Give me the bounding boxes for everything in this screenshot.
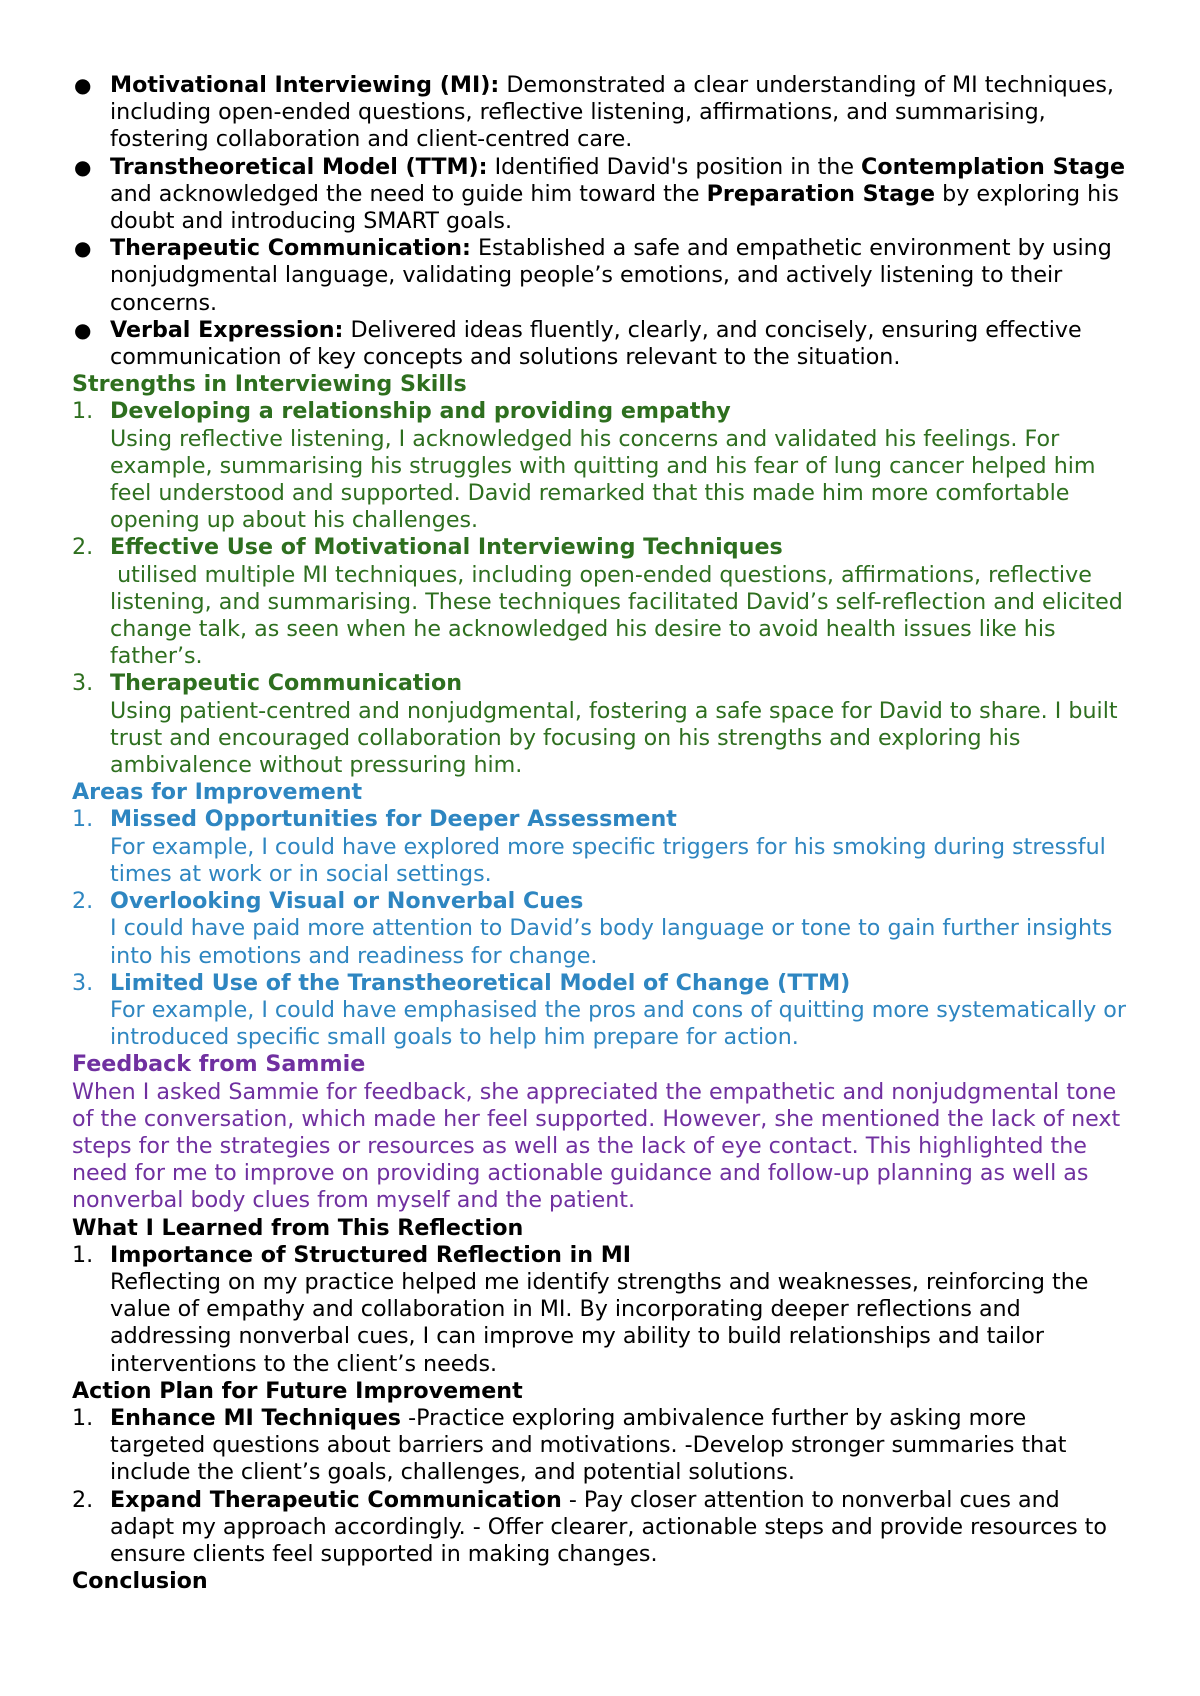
item-number: 2. [72,1486,94,1513]
item-number: 1. [72,1404,94,1431]
item-body: -Practice exploring ambivalence further by asking more targeted questions about barriers and motivations. -Develop stronger summaries that include the client’s goals, challenges, and potential solutions. [110,1404,1067,1486]
learned-heading: What I Learned from This Reflection [72,1214,524,1241]
bullet-term: Verbal Expression: [110,316,344,343]
item-body: For example, I could have explored more specific triggers for his smoking during stressful times at work or in social settings. [110,833,1106,887]
list-item [72,534,1128,670]
item-body: I could have paid more attention to David’s body language or tone to gain further insights into his emotions and readiness for change. [110,915,1113,969]
item-number: 1. [72,806,94,833]
skills-bullet-list [72,72,1128,371]
bullet-text: Delivered ideas fluently, clearly, and concisely, ensuring effective communication of key concepts and solutions relevant to the situation. [110,316,1082,371]
bullet-text: Established a safe and empathetic environment by using nonjudgmental language, validating people’s emotions, and actively listening to their concerns. [110,235,1112,316]
improvement-list [72,806,1128,1051]
list-item [72,1242,1128,1378]
bullet-text: and acknowledged the need to guide him toward the [110,180,707,207]
item-body: Using patient-centred and nonjudgmental, fostering a safe space for David to share. I built trust and encouraged collaboration by focusing on his strengths and exploring his ambivalence without pressuring him. [110,697,1118,779]
list-item [72,398,1128,534]
item-body: Using reflective listening, I acknowledged his concerns and validated his feelings. For example, summarising his struggles with quitting and his fear of lung cancer helped him feel understood and supported. David remarked that this made him more comfortable opening up about his challenges. [110,425,1096,534]
bullet-item-mi [72,72,1128,154]
item-body: Reflecting on my practice helped me identify strengths and weaknesses, reinforcing the value of empathy and collaboration in MI. By incorporating deeper reflections and addressing nonverbal cues, I can improve my ability to build relationships and tailor interventions to the client’s needs. [110,1268,1089,1377]
item-title: Limited Use of the Transtheoretical Model of Change (TTM) [110,969,851,996]
list-item [72,1487,1128,1569]
item-body: - Pay closer attention to nonverbal cues and adapt my approach accordingly. - Offer clearer, actionable steps and provide resources to ensure clients feel supported in making changes. [110,1486,1107,1567]
bullet-term: Therapeutic Communication: [110,235,471,262]
strengths-list [72,398,1128,779]
item-body: utilised multiple MI techniques, including open-ended questions, affirmations, reflective listening, and summarising. These techniques facilitated David’s self-reflection and elicited change talk, as seen when he acknowledged his desire to avoid health issues like his father’s. [110,561,1130,670]
item-title: Importance of Structured Reflection in MI [110,1241,632,1268]
bullet-item-therapeutic [72,235,1128,317]
feedback-paragraph: When I asked Sammie for feedback, she appreciated the empathetic and nonjudgmental tone of the conversation, which made her feel supported. However, she mentioned the lack of next steps for the strategies or resources as well as the lack of eye contact. This highlighted the need for me to improve on providing actionable guidance and follow-up planning as well as nonverbal body clues from myself and the patient. [72,1078,1121,1214]
item-number: 1. [72,1241,94,1268]
bullet-icon: ● [74,154,92,179]
item-title: Missed Opportunities for Deeper Assessment [110,806,677,833]
item-title: Developing a relationship and providing empathy [110,398,731,425]
list-item [72,970,1128,1052]
item-number: 3. [72,670,94,697]
bullet-text: Identified David's position in the [487,153,862,180]
item-title: Effective Use of Motivational Interviewing Techniques [110,534,783,561]
bullet-item-ttm [72,154,1128,236]
action-plan-heading: Action Plan for Future Improvement [72,1377,523,1404]
bullet-icon: ● [74,236,92,261]
strengths-heading: Strengths in Interviewing Skills [72,371,467,398]
item-number: 2. [72,888,94,915]
bullet-term: Motivational Interviewing (MI): [110,72,500,98]
bullet-text: by exploring his doubt and introducing SMART goals. [110,180,1119,235]
bullet-emphasis: Preparation Stage [706,180,936,207]
bullet-icon: ● [74,317,92,342]
document-page [72,72,1128,1595]
bullet-term: Transtheoretical Model (TTM): [110,153,488,180]
list-item [72,670,1128,779]
item-number: 1. [72,398,94,425]
item-title: Expand Therapeutic Communication [110,1486,562,1513]
list-item [72,806,1128,888]
item-number: 3. [72,969,94,996]
conclusion-heading: Conclusion [72,1568,208,1595]
feedback-heading: Feedback from Sammie [72,1051,366,1078]
list-item [72,1405,1128,1487]
learned-list [72,1242,1128,1378]
item-title: Enhance MI Techniques [110,1404,402,1431]
action-plan-list [72,1405,1128,1568]
bullet-text: Demonstrated a clear understanding of MI techniques, including open-ended questions, reflective listening, affirmations, and summarising, fostering collaboration and client-centred care. [110,72,1114,153]
bullet-item-verbal [72,317,1128,371]
bullet-icon: ● [74,73,92,97]
item-number: 2. [72,534,94,561]
item-body: For example, I could have emphasised the pros and cons of quitting more systematically or introduced specific small goals to help him prepare for action. [110,996,1126,1051]
list-item [72,888,1128,970]
bullet-emphasis: Contemplation Stage [861,153,1126,180]
improvement-heading: Areas for Improvement [72,779,363,806]
item-title: Therapeutic Communication [110,670,463,697]
item-title: Overlooking Visual or Nonverbal Cues [110,888,584,915]
